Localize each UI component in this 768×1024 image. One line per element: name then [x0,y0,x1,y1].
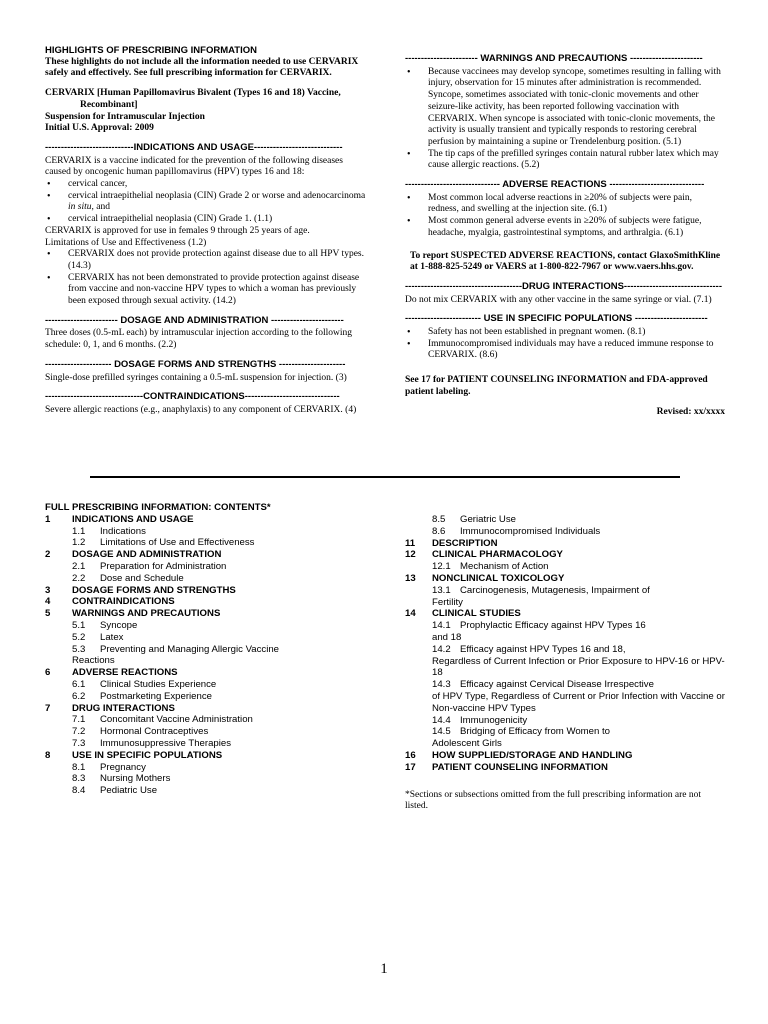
toc-number: 17 [405,761,416,773]
list-item: • CERVARIX has not been demonstrated to provide protection against disease from vaccine and non-vaccine HPV types to which a woman has previously been exposed through sexual activity. (14.2) [45,273,367,308]
toc-label: NONCLINICAL TOXICOLOGY [432,572,565,584]
toc-label: Clinical Studies Experience [100,678,217,690]
toc-section-entry[interactable] [405,608,725,620]
toc-section-entry[interactable] [405,549,725,561]
toc-number: 14.3 [432,679,451,691]
toc-number: 6.2 [72,690,86,702]
toc-number: 8.4 [72,785,86,797]
toc-left-column [45,502,365,797]
toc-subsection-entry[interactable] [45,762,365,774]
toc-label-cont: Adolescent Girls [432,738,502,750]
toc-subsection-entry[interactable] [45,537,365,549]
list-item: • Most common local adverse reactions in ≥20% of subjects were pain, redness, and swelling at the injection site. (6.1) [405,193,725,216]
highlights-intro: These highlights do not include all the information needed to use CERVARIX safely and effectively. See full prescribing information for CERVARIX. [45,56,359,79]
toc-label: Geriatric Use [460,514,516,525]
toc-section-entry[interactable] [45,667,365,679]
toc-section-entry[interactable] [45,608,365,620]
page-number: 1 [380,961,388,977]
dosage-admin-text: Three doses (0.5-mL each) by intramuscular injection according to the following schedule: 0, 1, and 6 months. (2.2) [45,328,352,351]
toc-subsection-entry[interactable] [405,726,725,750]
toc-number: 8.5 [432,514,446,525]
toc-subsection-entry[interactable] [405,644,725,679]
dosage-forms-text: Single-dose prefilled syringes containing a 0.5-mL suspension for injection. (3) [45,372,347,383]
toc-subsection-entry[interactable] [405,679,725,714]
toc-label: Nursing Mothers [100,773,171,785]
toc-label: WARNINGS AND PRECAUTIONS [72,608,221,620]
toc-section-entry[interactable] [405,750,725,762]
drug-interactions-text: Do not mix CERVARIX with any other vaccine in the same syringe or vial. (7.1) [405,294,712,305]
toc-subsection-entry[interactable] [45,785,365,797]
toc-label: DOSAGE FORMS AND STRENGTHS [72,584,236,596]
list-item: • cervical intraepithelial neoplasia (CIN) Grade 1. (1.1) [45,214,367,226]
toc-label: INDICATIONS AND USAGE [72,513,194,525]
toc-section-entry[interactable] [45,514,365,526]
dosage-forms-heading: --------------------- DOSAGE FORMS AND STRENGTHS --------------------- [45,358,346,370]
toc-number: 13.1 [432,584,451,596]
toc-subsection-entry[interactable] [45,632,365,644]
toc-number: 2.1 [72,560,86,572]
toc-label-cont: Reactions [72,655,115,667]
toc-number: 14.4 [432,714,451,726]
toc-label: Immunogenicity [460,714,528,726]
toc-label: Syncope [100,619,138,631]
toc-label: Immunosuppressive Therapies [100,737,232,749]
toc-number: 1 [45,513,51,525]
toc-subsection-entry[interactable] [45,691,365,703]
toc-subsection-entry[interactable] [405,585,725,609]
toc-label: Dose and Schedule [100,572,184,584]
toc-label: Preventing and Managing Allergic Vaccine [100,643,280,655]
specific-pop-heading: ------------------------ USE IN SPECIFIC POPULATIONS ----------------------- [405,313,708,325]
toc-label: Concomitant Vaccine Administration [100,714,253,726]
toc-label-cont: of HPV Type, Regardless of Current or Prior Infection with Vaccine or Non-vaccine HPV Types [432,690,725,714]
toc-label: PATIENT COUNSELING INFORMATION [432,761,608,773]
toc-label: USE IN SPECIFIC POPULATIONS [72,749,223,761]
contraindications-heading: -------------------------------CONTRAINDICATIONS------------------------------ [45,391,340,403]
indications-heading: ----------------------------INDICATIONS AND USAGE---------------------------- [45,141,343,153]
toc-section-entry[interactable] [45,585,365,597]
toc-list [45,514,365,797]
toc-label-cont: and 18 [432,631,462,643]
list-item: • cervical intraepithelial neoplasia (CIN) Grade 2 or worse and adenocarcinoma in situ, and [45,191,367,214]
toc-label: CLINICAL STUDIES [432,608,521,620]
toc-number: 12 [405,549,416,561]
toc-number: 13 [405,572,416,584]
toc-number: 8.3 [72,773,86,785]
limitations-list [45,249,367,308]
list-item: • cervical cancer, [45,179,367,191]
toc-subsection-entry[interactable] [45,620,365,632]
toc-number: 2.2 [72,572,86,584]
toc-subsection-entry[interactable] [45,714,365,726]
toc-list [405,514,725,774]
toc-label: Bridging of Efficacy from Women to [460,726,611,738]
toc-label: Pediatric Use [100,785,158,797]
list-item: • Immunocompromised individuals may have a reduced immune response to CERVARIX. (8.6) [405,339,725,362]
toc-section-entry[interactable] [45,596,365,608]
contraindications-text: Severe allergic reactions (e.g., anaphylaxis) to any component of CERVARIX. (4) [45,404,357,415]
toc-label: Carcinogenesis, Mutagenesis, Impairment of [460,584,650,596]
toc-number: 2 [45,549,51,561]
toc-section-entry[interactable] [45,549,365,561]
toc-number: 6 [45,667,51,679]
toc-footnote: *Sections or subsections omitted from the full prescribing information are not listed. [405,789,702,812]
toc-label: Mechanism of Action [460,561,549,573]
toc-number: 14.5 [432,726,451,738]
toc-subsection-entry[interactable] [45,644,365,668]
toc-subsection-entry[interactable] [405,620,725,644]
toc-label: Hormonal Contraceptives [100,726,209,738]
list-item: • CERVARIX does not provide protection against disease due to all HPV types. (14.3) [45,249,367,272]
toc-label: Limitations of Use and Effectiveness [100,537,255,549]
toc-number: 5.1 [72,619,86,631]
toc-number: 11 [405,537,416,549]
toc-section-entry[interactable] [405,573,725,585]
highlights-left-column [45,45,367,417]
toc-subsection-entry[interactable] [45,561,365,573]
toc-label: DOSAGE AND ADMINISTRATION [72,549,222,561]
toc-section-entry[interactable] [45,703,365,715]
product-name-cont: Recombinant] [80,99,138,110]
toc-number: 6.1 [72,678,86,690]
toc-label: Efficacy against HPV Types 16 and 18, [460,643,626,655]
approval-year: Initial U.S. Approval: 2009 [45,123,154,134]
toc-number: 8.1 [72,761,86,773]
toc-subsection-entry[interactable] [45,526,365,538]
toc-label: CLINICAL PHARMACOLOGY [432,549,563,561]
toc-subsection-entry[interactable] [405,526,725,538]
toc-number: 1.1 [72,525,86,537]
dosage-admin-heading: ----------------------- DOSAGE AND ADMINISTRATION ----------------------- [45,314,344,326]
indications-text: CERVARIX is a vaccine indicated for the prevention of the following diseases caused by oncogenic human papillomavirus (HPV) types 16 and 18: [45,155,343,178]
toc-number: 7.2 [72,726,86,738]
toc-number: 7.3 [72,737,86,749]
toc-section-entry[interactable] [405,762,725,774]
toc-label: Preparation for Administration [100,560,227,572]
adverse-heading: ------------------------------ ADVERSE REACTIONS ------------------------------ [405,179,705,191]
see-17: See 17 for PATIENT COUNSELING INFORMATION and FDA-approved patient labeling. [405,375,708,397]
toc-number: 8.6 [432,525,446,537]
toc-label: Pregnancy [100,761,146,773]
product-name: CERVARIX [Human Papillomavirus Bivalent (Types 16 and 18) Vaccine, [45,88,341,99]
toc-label: Prophylactic Efficacy against HPV Types 16 [460,620,646,632]
toc-right-column [405,514,725,813]
toc-label-cont: Fertility [432,596,463,608]
toc-label: ADVERSE REACTIONS [72,667,178,679]
toc-subsection-entry[interactable] [45,679,365,691]
toc-label: DESCRIPTION [432,537,498,549]
toc-number: 5.2 [72,631,86,643]
toc-label: Latex [100,631,124,643]
toc-section-entry[interactable] [45,750,365,762]
toc-subsection-entry[interactable] [405,514,725,526]
toc-number: 16 [405,749,416,761]
report-contact: To report SUSPECTED ADVERSE REACTIONS, contact GlaxoSmithKline at 1-888-825-5249 or VAERS at 1-800-822-7967 or www.vaers.hhs.gov. [410,250,721,273]
toc-label-cont: Regardless of Current Infection or Prior Exposure to HPV-16 or HPV-18 [432,655,725,679]
toc-subsection-entry[interactable] [45,726,365,738]
toc-subsection-entry[interactable] [405,561,725,573]
toc-number: 14.2 [432,643,451,655]
toc-title: FULL PRESCRIBING INFORMATION: CONTENTS* [45,502,271,513]
toc-number: 4 [45,596,51,608]
toc-number: 5.3 [72,643,86,655]
toc-subsection-entry[interactable] [45,773,365,785]
revised-date: Revised: xx/xxxx [656,406,725,417]
toc-number: 7 [45,702,51,714]
toc-subsection-entry[interactable] [45,573,365,585]
toc-label: HOW SUPPLIED/STORAGE AND HANDLING [432,749,633,761]
toc-number: 8 [45,749,51,761]
toc-label: Immunocompromised Individuals [460,525,601,537]
toc-label: Indications [100,525,146,537]
toc-label: CONTRAINDICATIONS [72,596,175,608]
limitations-title: Limitations of Use and Effectiveness (1.2) [45,237,207,248]
toc-number: 12.1 [432,561,451,573]
toc-number: 7.1 [72,714,86,726]
specific-pop-list [405,327,725,362]
list-item: • The tip caps of the prefilled syringes contain natural rubber latex which may cause allergic reactions. (5.2) [405,149,725,172]
toc-number: 5 [45,608,51,620]
drug-interactions-heading: -------------------------------------DRUG INTERACTIONS------------------------------- [405,280,722,292]
toc-subsection-entry[interactable] [45,738,365,750]
toc-label: DRUG INTERACTIONS [72,702,175,714]
product-form: Suspension for Intramuscular Injection [45,111,205,122]
list-item: • Most common general adverse events in ≥20% of subjects were fatigue, headache, myalgia, gastrointestinal symptoms, and arthralgia. (6.1) [405,216,725,239]
warnings-heading: ----------------------- WARNINGS AND PRECAUTIONS ----------------------- [405,53,703,64]
adverse-list [405,193,725,240]
toc-number: 14.1 [432,620,451,632]
toc-number: 14 [405,608,416,620]
list-item: • Because vaccinees may develop syncope, sometimes resulting in falling with injury, observation for 15 minutes after administration is recommended. Syncope, sometimes associated with tonic-clonic movements and other seizure-like activity, has been reported following vaccination with CERVARIX. When syncope is associated with tonic-clonic movements, the activity is usually transient and typically responds to restoring cerebral perfusion by maintaining a supine or Trendelenburg position. (5.1) [405,67,725,149]
highlights-right-column [405,53,725,418]
toc-label: Postmarketing Experience [100,690,212,702]
warnings-list [405,67,725,172]
toc-label: Efficacy against Cervical Disease Irrespective [460,679,654,691]
section-divider [90,476,680,478]
toc-number: 3 [45,584,51,596]
list-item: • Safety has not been established in pregnant women. (8.1) [405,327,725,339]
approved-ages: CERVARIX is approved for use in females 9 through 25 years of age. [45,225,310,236]
highlights-title: HIGHLIGHTS OF PRESCRIBING INFORMATION [45,45,257,56]
toc-subsection-entry[interactable] [405,715,725,727]
indications-list [45,179,367,226]
toc-section-entry[interactable] [405,538,725,550]
toc-number: 1.2 [72,537,86,549]
